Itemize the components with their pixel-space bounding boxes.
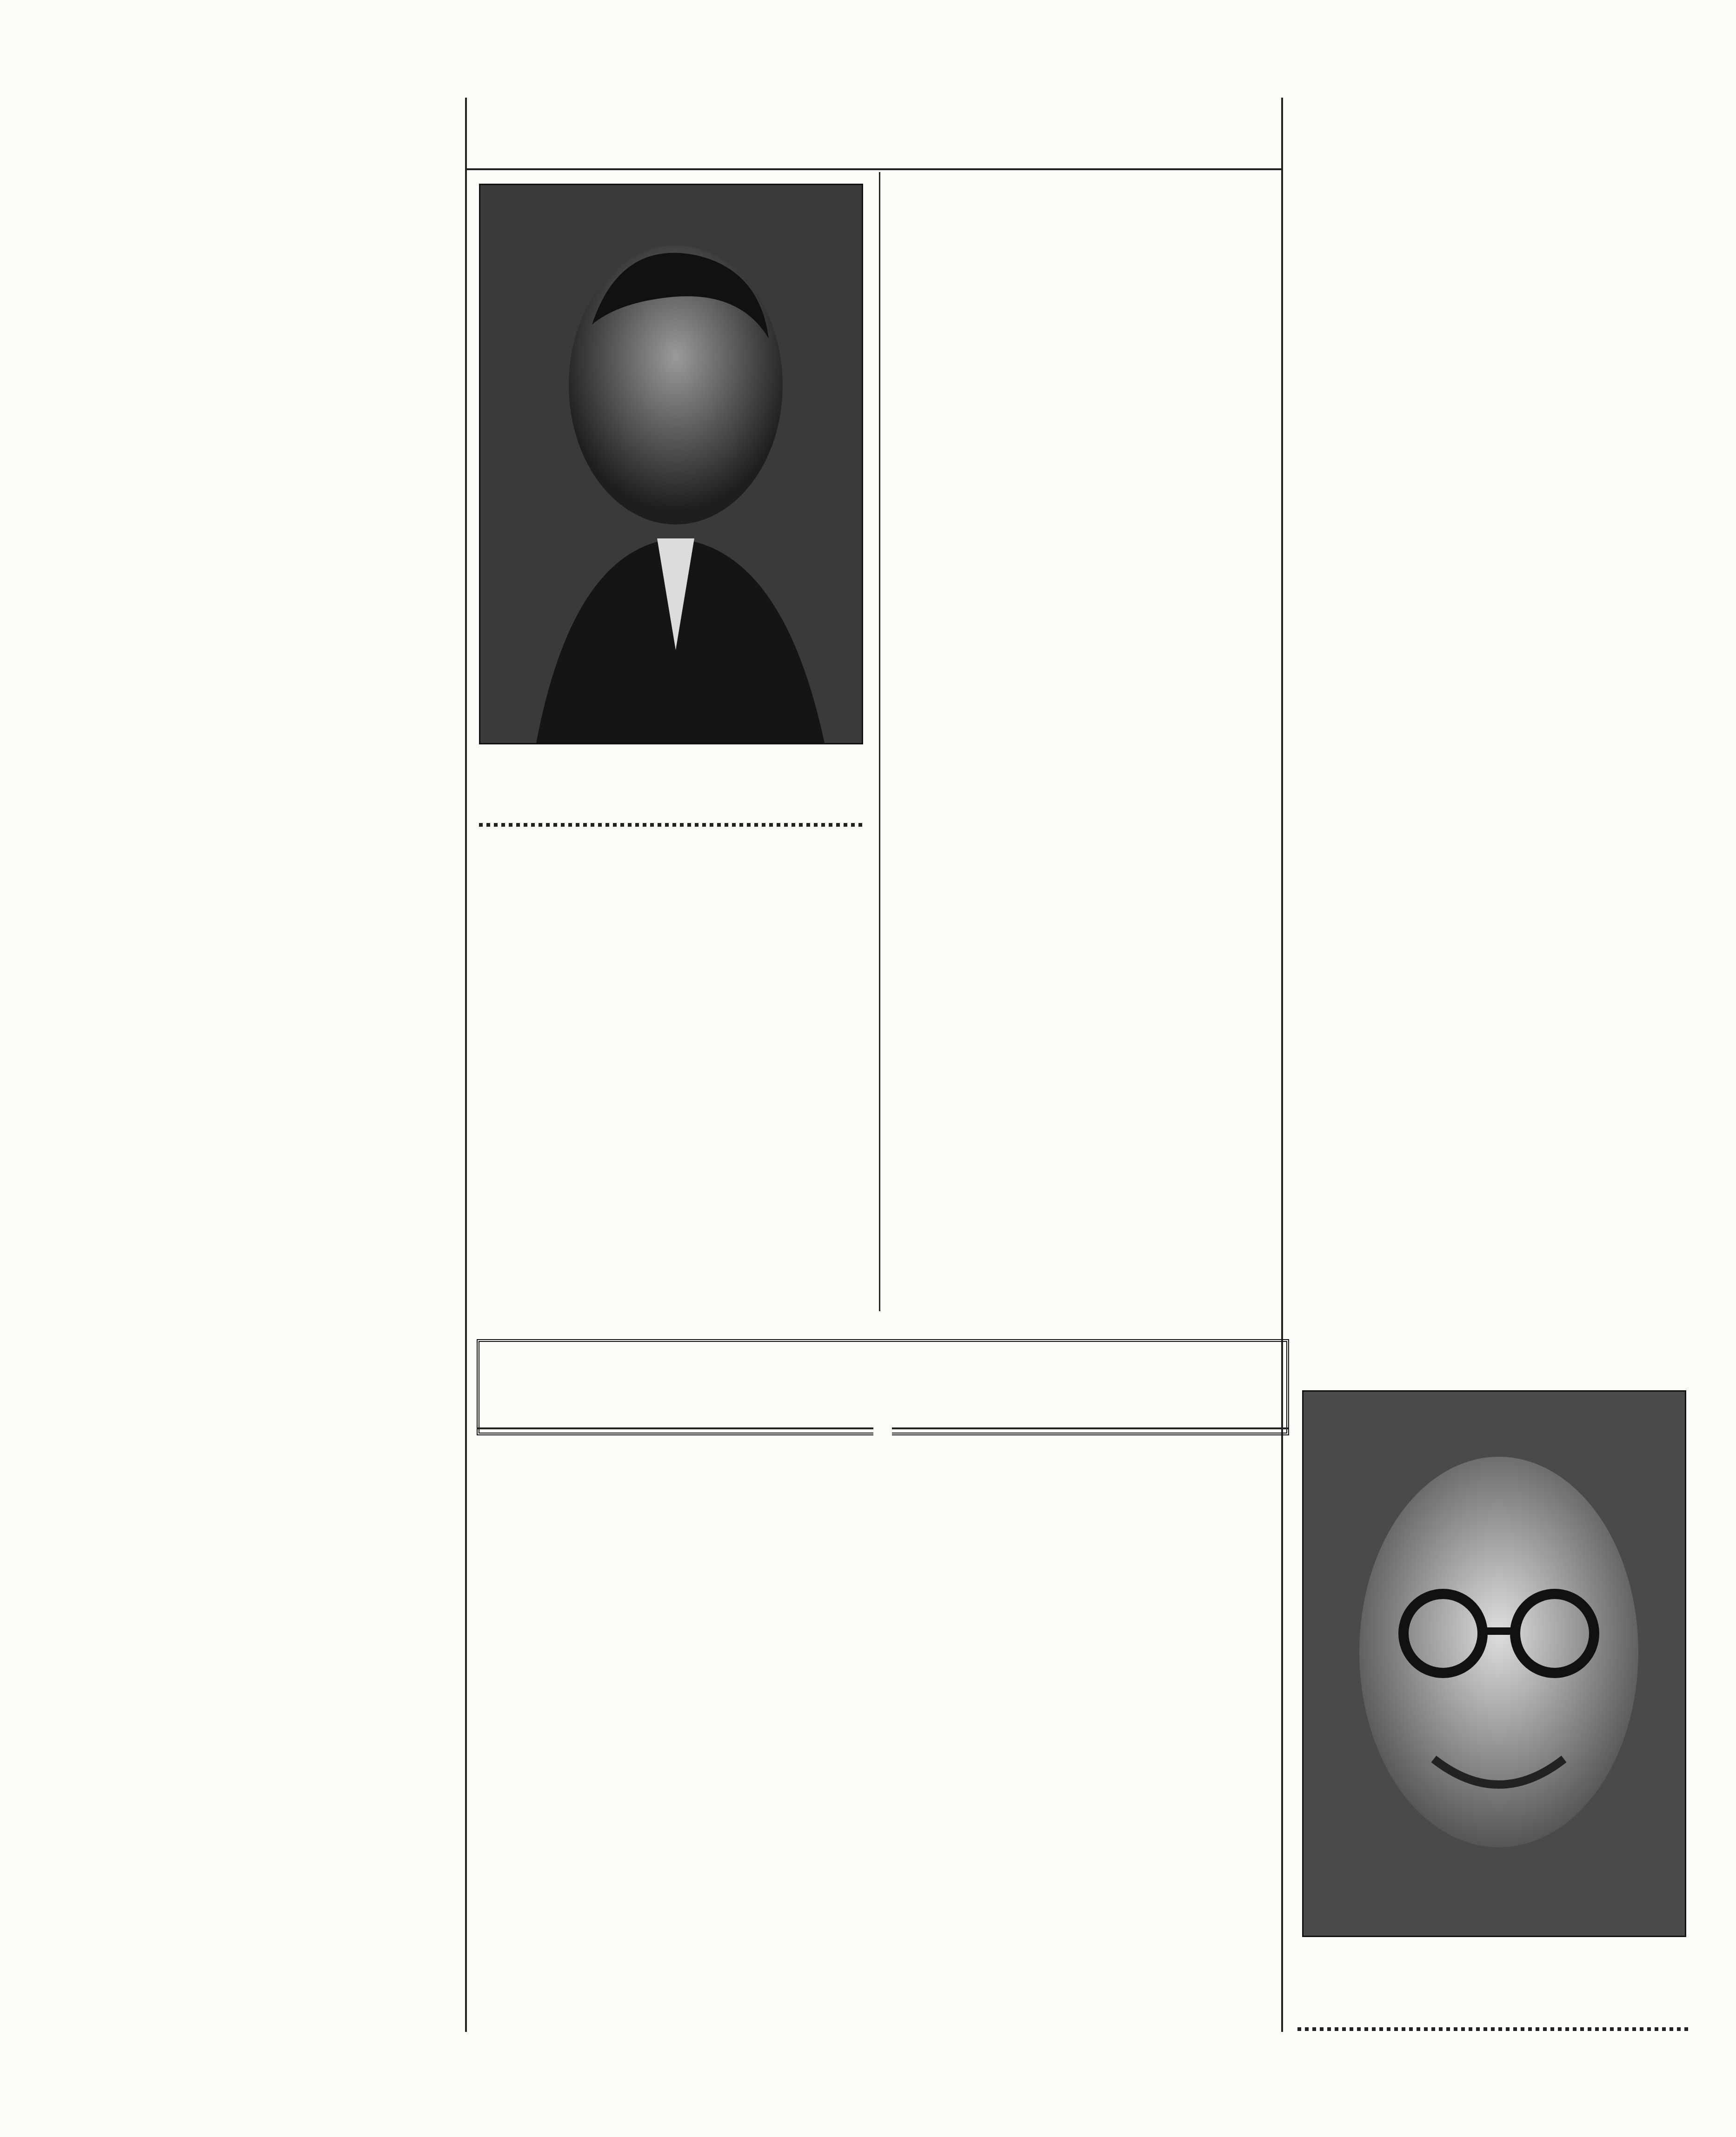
column-4	[1290, 98, 1690, 1376]
national-stations	[477, 1409, 1288, 1446]
column-rule-2	[1281, 98, 1283, 2032]
station-header	[60, 446, 458, 544]
station-1ya	[60, 91, 458, 199]
column-rule-1	[465, 98, 467, 2032]
title-rule	[467, 168, 1281, 170]
station-header	[1290, 107, 1690, 205]
askey-divider	[1297, 2027, 1688, 2031]
station-header	[886, 193, 1277, 291]
station-2yc	[886, 312, 1277, 415]
station-header	[886, 312, 1277, 410]
portrait-image	[480, 185, 862, 743]
national-left	[474, 1451, 865, 2051]
askey-portrait-image	[1304, 1392, 1685, 1936]
askey-photo	[1302, 1390, 1686, 1937]
caption-divider	[479, 823, 865, 827]
national-stations-label	[873, 1408, 892, 1447]
station-header	[60, 208, 458, 306]
column-rule-3	[879, 172, 880, 1311]
barbirolli-photo	[479, 184, 863, 744]
station-2ya	[886, 193, 1277, 303]
station-1yc	[60, 208, 458, 313]
national-right	[879, 1451, 1277, 2051]
station-2xg	[1290, 107, 1690, 221]
column-1	[60, 81, 458, 2057]
station-header	[60, 322, 458, 420]
station-1xn	[60, 322, 458, 437]
station-1yz	[60, 446, 458, 550]
column-2-listings	[474, 837, 870, 1330]
column-3	[886, 184, 1277, 1327]
station-header	[60, 91, 458, 188]
